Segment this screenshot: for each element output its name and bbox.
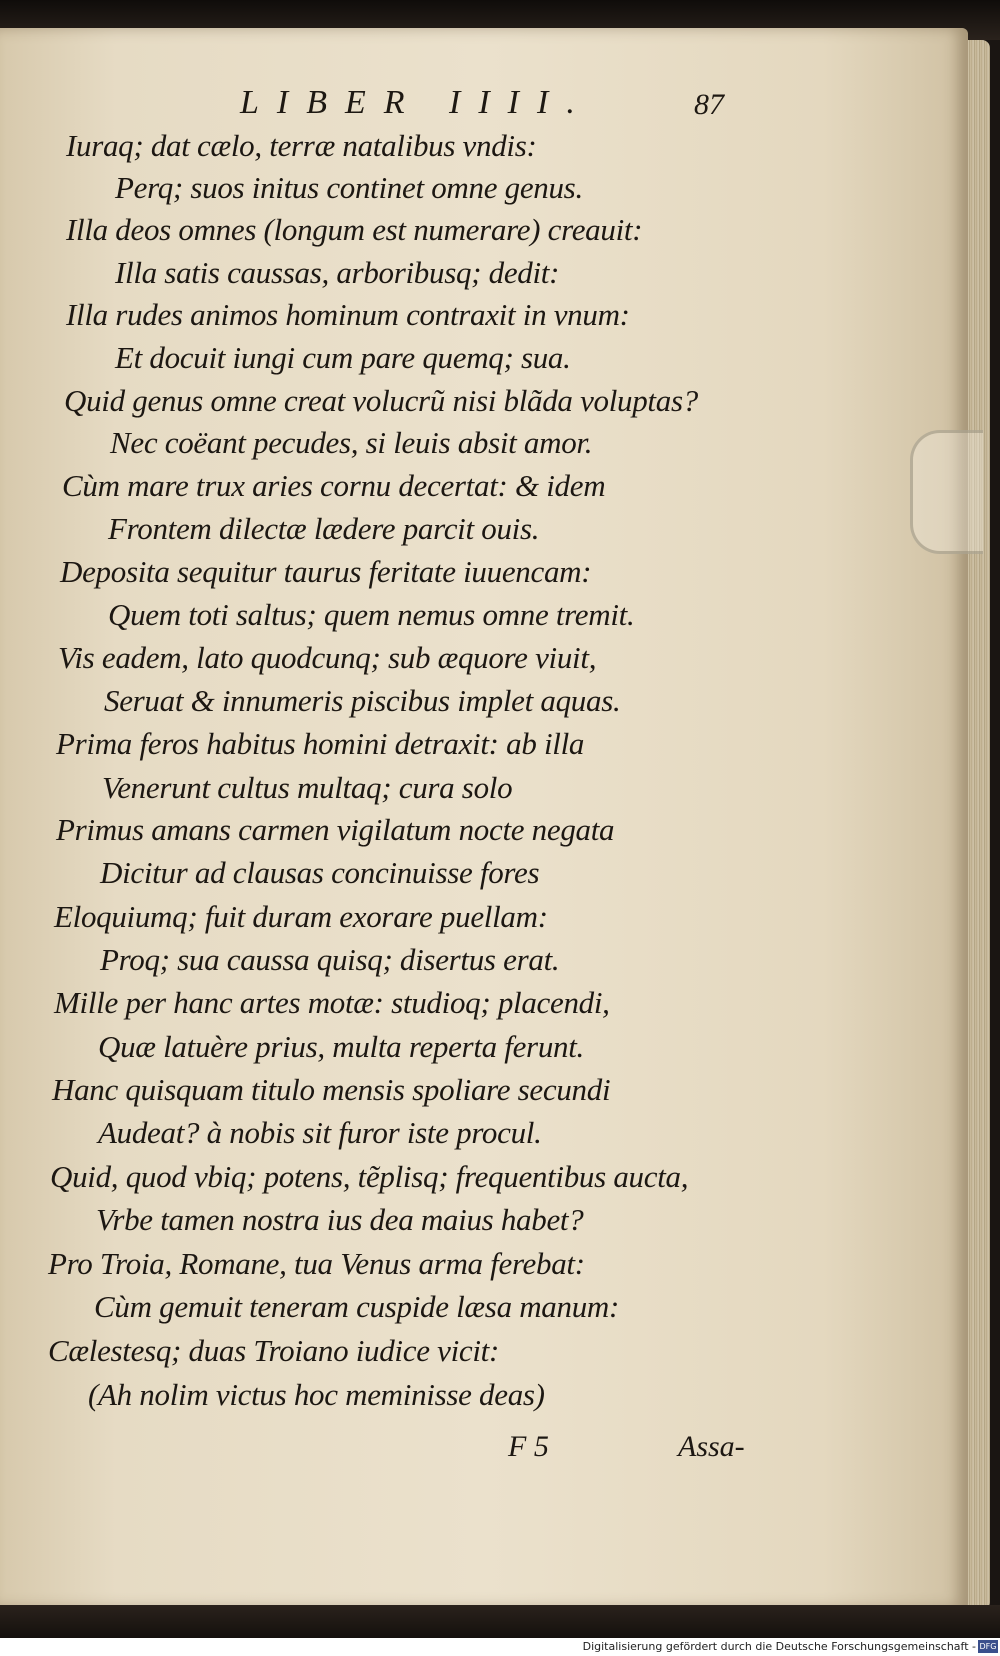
verse-line: Illa rudes animos hominum contraxit in vnum: [66,297,630,332]
verse-line: Vis eadem, lato quodcunq; sub æquore viuit, [58,640,597,675]
funding-caption: Digitalisierung gefördert durch die Deutsche Forschungsgemeinschaft - [582,1640,976,1653]
verse-line: Quæ latuère prius, multa reperta ferunt. [98,1029,584,1064]
verse-line: Cælestesq; duas Troiano iudice vicit: [48,1333,499,1368]
verse-line: Vrbe tamen nostra ius dea maius habet? [96,1202,584,1237]
verse-line: Eloquiumq; fuit duram exorare puellam: [54,899,548,934]
verse-line: Dicitur ad clausas concinuisse fores [100,855,540,890]
verse-line: Deposita sequitur taurus feritate iuuencam: [60,554,592,589]
verse-line: Venerunt cultus multaq; cura solo [102,770,513,805]
verse-line: Perq; suos initus continet omne genus. [115,170,583,205]
verse-line: Primus amans carmen vigilatum nocte negata [56,812,615,847]
page-clip [910,430,983,554]
page-number: 87 [694,88,724,121]
verse-line: Pro Troia, Romane, tua Venus arma ferebat: [48,1246,585,1281]
verse-line: Frontem dilectæ lædere parcit ouis. [108,511,540,546]
scan-background-bottom [0,1605,1000,1638]
verse-line: Audeat? à nobis sit furor iste procul. [98,1115,542,1150]
verse-line: Illa deos omnes (longum est numerare) creauit: [66,212,643,247]
verse-line: Mille per hanc artes motæ: studioq; placendi, [54,985,610,1020]
verse-line: Iuraq; dat cælo, terræ natalibus vndis: [66,128,537,163]
verse-line: (Ah nolim victus hoc meminisse deas) [88,1377,545,1412]
verse-line: Proq; sua caussa quisq; disertus erat. [100,942,560,977]
verse-line: Seruat & innumeris piscibus implet aquas. [104,683,621,718]
verse-line: Cùm gemuit teneram cuspide læsa manum: [94,1289,620,1324]
verse-line: Illa satis caussas, arboribusq; dedit: [115,255,560,290]
verse-line: Et docuit iungi cum pare quemq; sua. [115,340,571,375]
verse-line: Cùm mare trux aries cornu decertat: & idem [62,468,606,503]
catchword: Assa- [678,1430,745,1463]
verse-line: Hanc quisquam titulo mensis spoliare secundi [52,1072,611,1107]
verse-line: Quid genus omne creat volucrũ nisi blãda voluptas? [64,383,698,418]
verse-line: Nec coëant pecudes, si leuis absit amor. [110,425,593,460]
verse-line: Prima feros habitus homini detraxit: ab illa [56,726,585,761]
signature-mark: F 5 [508,1430,549,1463]
running-head: LIBER IIII. [240,84,593,121]
verse-line: Quid, quod vbiq; potens, tẽplisq; frequentibus aucta, [50,1159,689,1194]
dfg-logo: DFG [979,1642,997,1651]
verse-line: Quem toti saltus; quem nemus omne tremit. [108,597,635,632]
